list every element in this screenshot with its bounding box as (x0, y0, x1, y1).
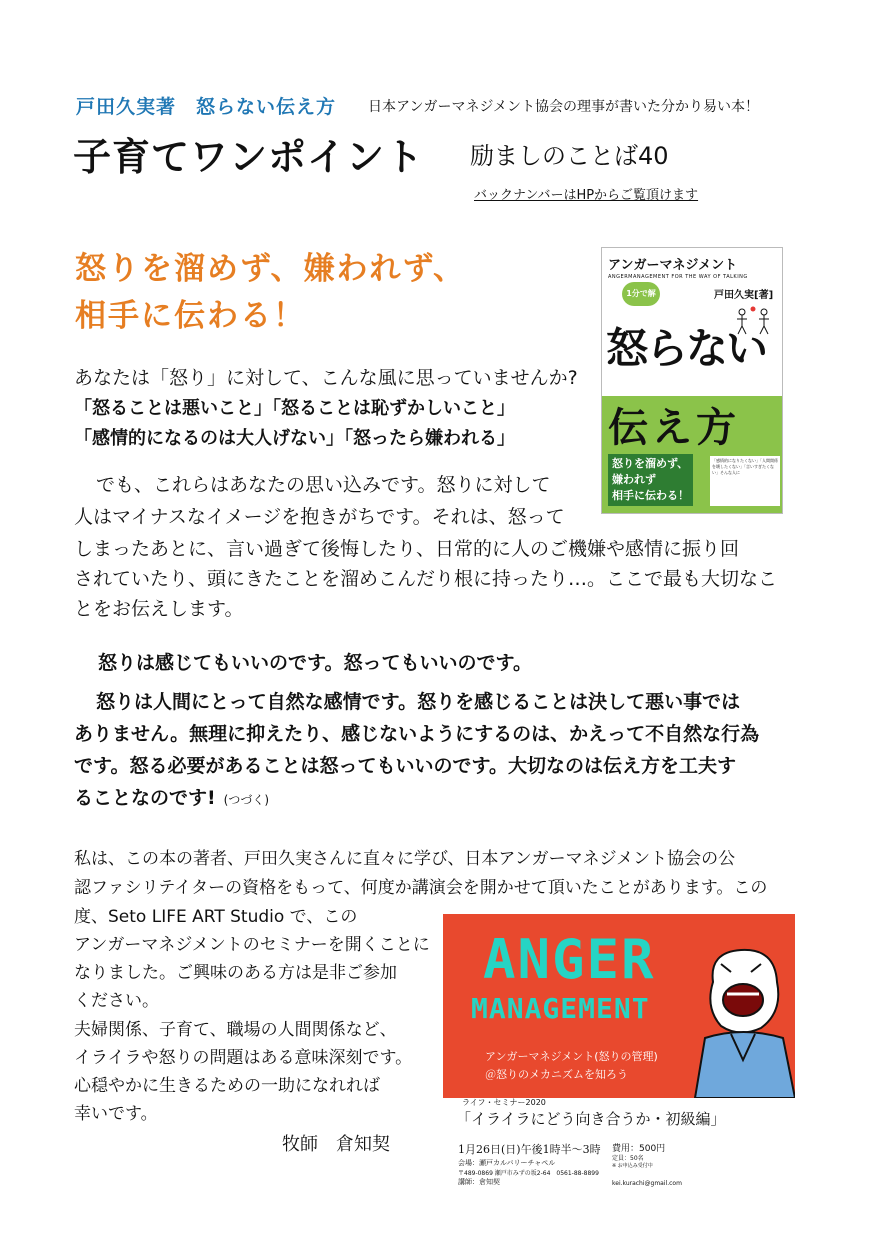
emphasis-statement: 怒りは感じてもいいのです。怒ってもいいのです。 (98, 652, 532, 674)
intro-quote-2: 「感情的になるのは大人げない」「怒ったら嫌われる」 (74, 428, 515, 449)
flyer-series: ライフ・セミナー2020 (462, 1098, 546, 1107)
body3-line: 心穏やかに生きるための一助になれれば (74, 1076, 380, 1096)
body1-line: とをお伝えします。 (74, 598, 244, 620)
flyer-venue: 会場：瀬戸カルバリーチャペル (458, 1159, 556, 1167)
flyer-note: ※ お申込み受付中 (612, 1163, 653, 1169)
angry-character-icon (691, 942, 795, 1098)
book-cover-image (601, 247, 783, 514)
flyer-lecturer: 講師：倉知契 (458, 1178, 500, 1186)
book-badge: 1分で解決! (622, 282, 660, 306)
body1-line: 人はマイナスなイメージを抱きがちです。それは、怒って (74, 506, 565, 528)
body2-last-line: ることなのです! (74, 787, 216, 809)
seminar-flyer-image (443, 914, 795, 1098)
body3-line: イライラや怒りの問題はある意味深刻です。 (74, 1048, 413, 1068)
body3-line: なりました。ご興味のある方は是非ご参加 (74, 963, 397, 983)
flyer-seminar-title: 「イライラにどう向き合うか・初級編」 (456, 1110, 726, 1128)
book-english-subtitle: ANGERMANAGEMENT FOR THE WAY OF TALKING (608, 274, 748, 280)
flyer-subtitle-1: アンガーマネジメント(怒りの管理) (485, 1050, 658, 1063)
page-title: 子育てワンポイント (73, 135, 425, 179)
book-title-main: 怒らない (606, 324, 767, 373)
body3-line: 夫婦関係、子育て、職場の人間関係など、 (74, 1020, 397, 1040)
body3-line: 幸いです。 (74, 1104, 158, 1124)
continued-note: (つづく) (223, 793, 270, 807)
body1-line: でも、これらはあなたの思い込みです。怒りに対して (96, 474, 551, 496)
body2-line (74, 786, 269, 812)
backnumber-link[interactable]: バックナンバーはHPからご覧頂けます (474, 188, 699, 203)
flyer-email[interactable]: kei.kurachi@gmail.com (612, 1180, 682, 1187)
headline-line-2: 相手に伝わる！ (75, 298, 306, 334)
book-tagline (608, 454, 693, 506)
book-tagline-line: 嫌われず (612, 473, 656, 486)
intro-question: あなたは「怒り」に対して、こんな風に思っていませんか? (74, 367, 578, 389)
book-description: 日本アンガーマネジメント協会の理事が書いた分かり易い本！ (368, 99, 760, 115)
flyer-capacity: 定員：50名 (612, 1155, 644, 1162)
flyer-subtitle-2: ＠怒りのメカニズムを知ろう (485, 1068, 628, 1081)
flyer-fee: 費用：500円 (612, 1144, 666, 1154)
body1-line: しまったあとに、言い過ぎて後悔したり、日常的に人のご機嫌や感情に振り回 (74, 538, 740, 560)
book-author-title: 戸田久実著 怒らない伝え方 (76, 96, 337, 118)
book-cover-bottom (602, 396, 782, 514)
intro-quote-1: 「怒ることは悪いこと」「怒ることは恥ずかしいこと」 (74, 398, 515, 419)
body3-line: ください。 (74, 991, 159, 1011)
flyer-anger-text: ANGER (483, 928, 656, 991)
book-cover-top (602, 248, 782, 396)
book-title-second: 伝え方 (608, 405, 740, 451)
flyer-date: 1月26日(日)午後1時半～3時 (458, 1143, 601, 1156)
body3-line: アンガーマネジメントのセミナーを開くことに (74, 935, 430, 955)
body3-line: 私は、この本の著者、戸田久実さんに直々に学び、日本アンガーマネジメント協会の公 (74, 849, 736, 869)
book-series-label: アンガーマネジメント (608, 258, 738, 273)
signature: 牧師 倉知契 (282, 1134, 390, 1155)
body1-line: されていたり、頭にきたことを溜めこんだり根に持ったり…。ここで最も大切なこ (74, 568, 778, 590)
headline-line-1: 怒りを溜めず、嫌われず、 (75, 251, 467, 287)
flyer-management-text: MANAGEMENT (471, 992, 650, 1025)
book-author: 戸田久実[著] (714, 290, 774, 301)
body2-line: ありません。無理に抑えたり、感じないようにするのは、かえって不自然な行為 (74, 723, 760, 745)
body3-line: 認ファシリテイターの資格をもって、何度か講演会を開かせて頂いたことがあります。この (74, 878, 768, 898)
book-tagline-line: 相手に伝わる！ (612, 489, 689, 502)
issue-label: 励ましのことば40 (470, 142, 669, 170)
book-tagline-line: 怒りを溜めず、 (612, 457, 689, 470)
body2-line: 怒りは人間にとって自然な感情です。怒りを感じることは決して悪い事では (96, 691, 741, 713)
flyer-address: 〒489-0869 瀬戸市みずの坂2-64 0561-88-8899 (458, 1170, 599, 1177)
body3-line: 度、Seto LIFE ART Studio で、この (74, 907, 358, 927)
body2-line: です。怒る必要があることは怒ってもいいのです。大切なのは伝え方を工夫す (74, 755, 736, 777)
book-note: 「感情的になりたくない」「人間関係を壊したくない」「言いすぎたくない」そんな人に (710, 456, 780, 506)
